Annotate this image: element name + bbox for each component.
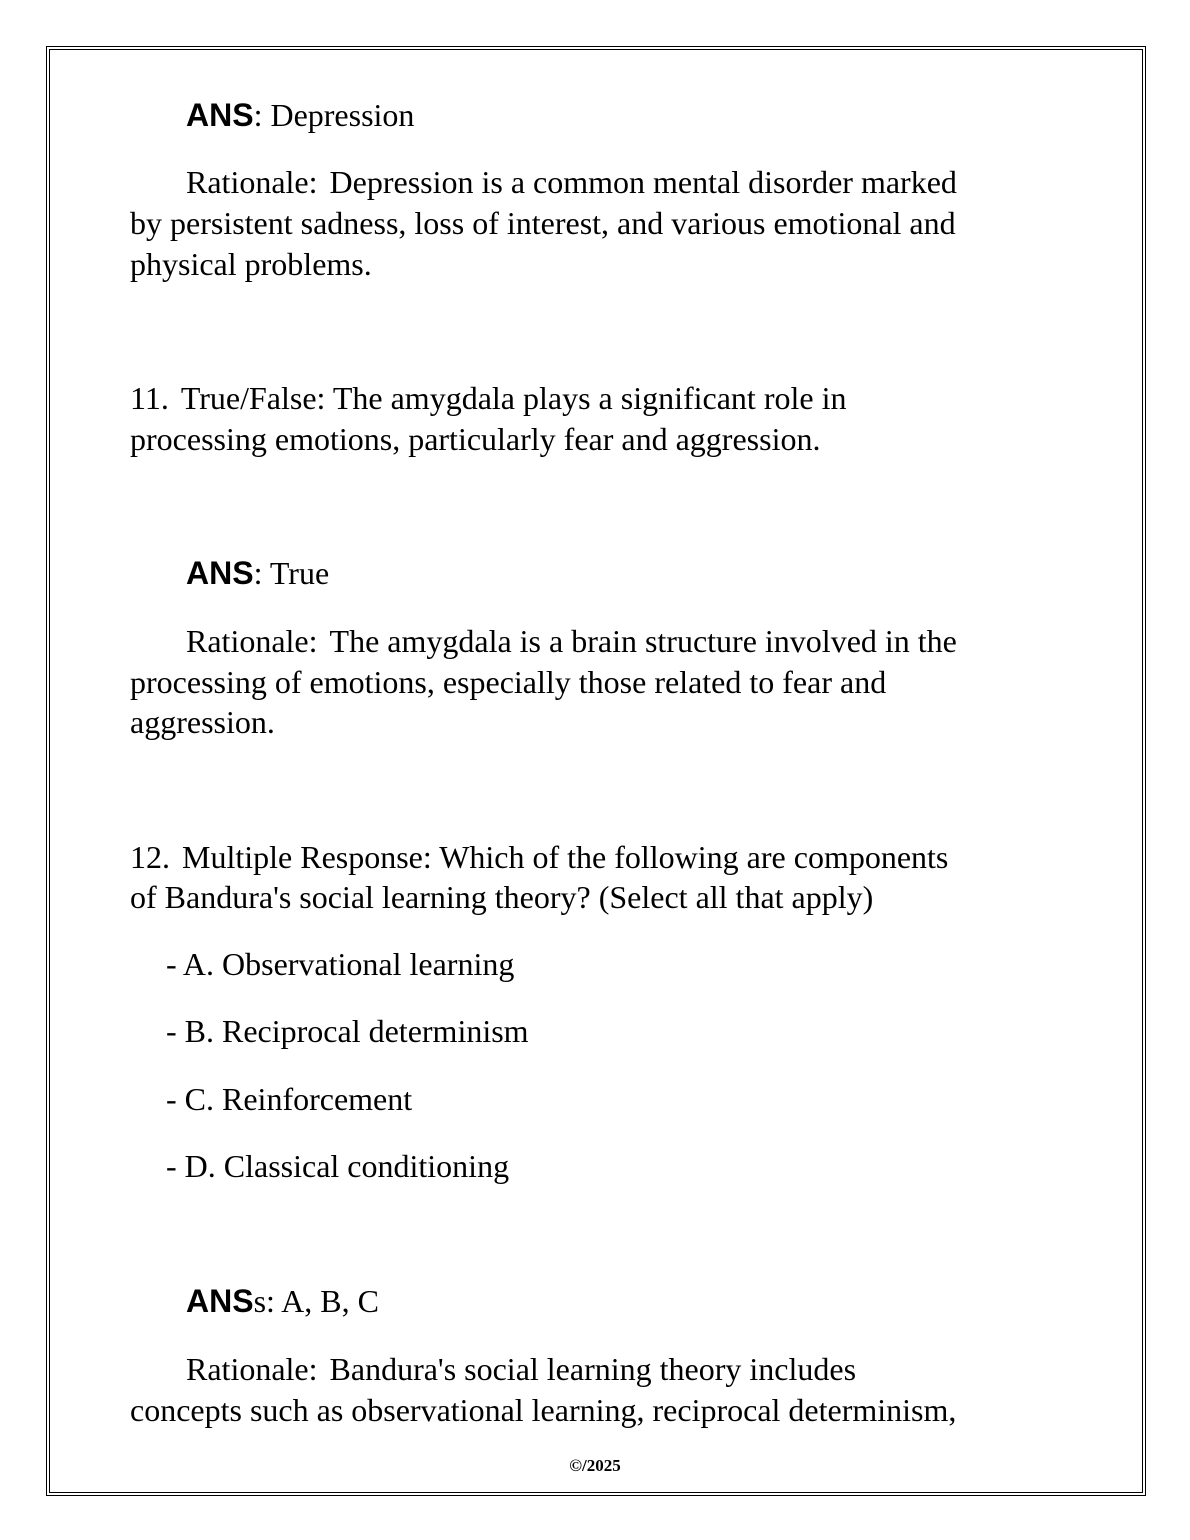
option-b: - B. Reciprocal determinism (166, 1013, 529, 1049)
rationale-label: Rationale: (186, 1351, 318, 1387)
question-number: 12. (130, 839, 170, 875)
question-11-line1 (130, 378, 846, 419)
rationale-q10-line2: by persistent sadness, loss of interest, and various emotional and (130, 205, 956, 241)
option-c: - C. Reinforcement (166, 1081, 413, 1117)
question-11-line2: processing emotions, particularly fear and aggression. (130, 421, 821, 457)
rationale-label: Rationale: (186, 623, 318, 659)
question-text: True/False: The amygdala plays a significant role in (180, 380, 847, 416)
question-12-line1 (130, 837, 948, 878)
rationale-text: Depression is a common mental disorder marked (329, 164, 957, 200)
rationale-q11-line2: processing of emotions, especially those related to fear and (130, 664, 887, 700)
answer-q10 (130, 95, 414, 136)
rationale-q12-line1 (130, 1349, 856, 1390)
copyright-footer: ©/2025 (569, 1456, 621, 1475)
rationale-q11-line1 (130, 621, 957, 662)
question-12-line2: of Bandura's social learning theory? (Select all that apply) (130, 879, 874, 915)
question-text: Multiple Response: Which of the following are components (182, 839, 949, 875)
rationale-q12-line2: concepts such as observational learning, reciprocal determinism, (130, 1392, 957, 1428)
rationale-q11-line3: aggression. (130, 704, 275, 740)
question-number: 11. (130, 380, 169, 416)
rationale-text: The amygdala is a brain structure involved in the (329, 623, 957, 659)
answer-q12 (130, 1281, 379, 1322)
answer-label: ANS (186, 97, 254, 133)
answer-label: ANS (186, 1283, 254, 1319)
rationale-q10-line3: physical problems. (130, 246, 372, 282)
rationale-text: Bandura's social learning theory includes (329, 1351, 857, 1387)
rationale-label: Rationale: (186, 164, 318, 200)
option-a: - A. Observational learning (166, 946, 515, 982)
answer-value: : True (253, 555, 330, 591)
rationale-q10-line1 (130, 162, 957, 203)
answer-q11 (130, 553, 329, 594)
answer-value: s: A, B, C (253, 1283, 379, 1319)
option-d: - D. Classical conditioning (166, 1148, 510, 1184)
answer-label: ANS (186, 555, 254, 591)
answer-value: : Depression (253, 97, 415, 133)
